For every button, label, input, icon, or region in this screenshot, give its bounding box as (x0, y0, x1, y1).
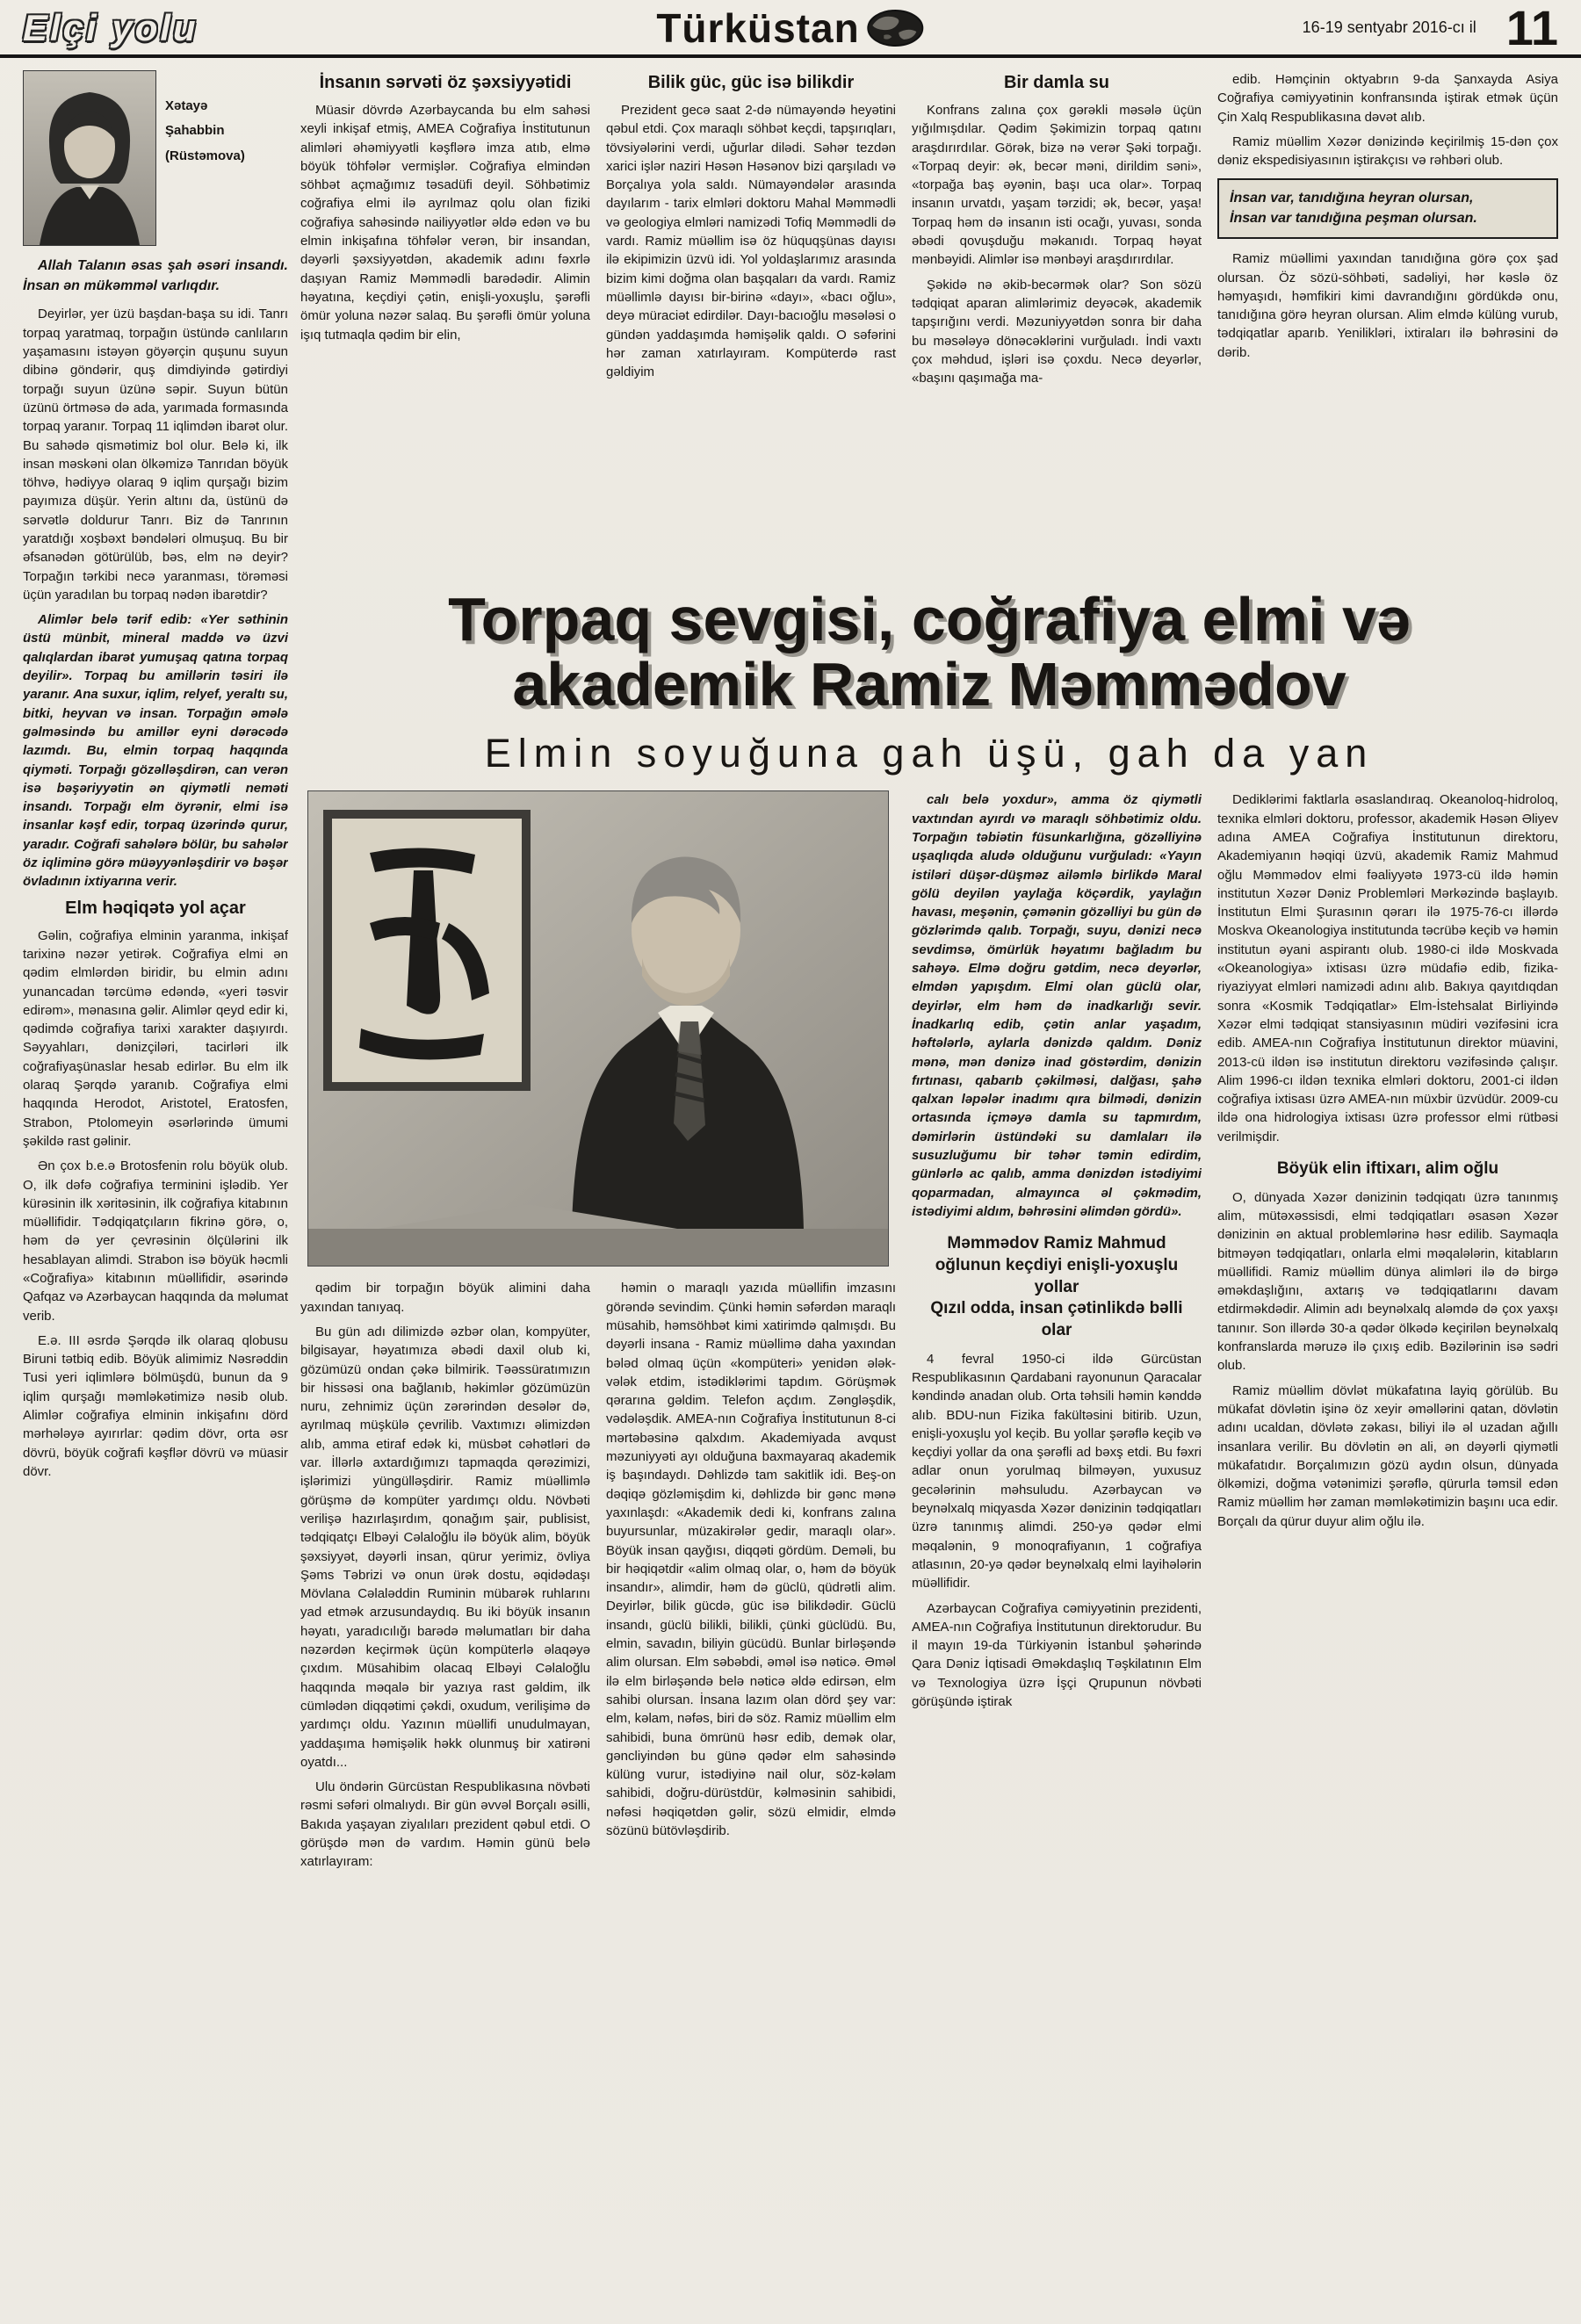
heading-yollar-line1: Məmmədov Ramiz Mahmud oğlunun keçdiyi enişli-yoxuşlu yollar (935, 1234, 1179, 1296)
below-photo-right (606, 1279, 896, 2324)
masthead (0, 0, 1581, 58)
paragraph: Azərbaycan Coğrafiya cəmiyyətinin prezidenti, AMEA-nın Coğrafiya İnstitutunun direktorudur. Bu il mayın 19-da Türkiyənin İstanbul şəhərində Qara Dəniz İqtisadi Əməkdaşlıq Təşkilatının Elm və Texnologiya üzrə İşçi Qrupunun növbəti görüşündə iştirak (912, 1600, 1202, 1709)
paragraph: Deyirlər, yer üzü başdan-başa su idi. Tanrı torpaq yaratmaq, torpağın üstündə canlıların yaşamasını istəyən göyərçin quşunu suyun dibinə göndərir, quş dimdiyində gətirdiyi torpağı suyun üzünə səpir. Suyun bütün üzünü örtməsə də ada, yarımada formasında torpaq yaranır. Torpaq 11 iqlimdən ibarət olur. Bu sahədə qismətimiz bol olur. Belə ki, ilk insan məskəni olan ölkəmizə Tanrıdan böyük töhvə, hədiyyə olaraq 9 iqlim qurşağı bizim payımıza düşür. Yerin altını da, üstünü də sərvətlə doldurur Tanrı. Biz də Tanrının yaratdığı xoşbəxt bəndələri olmuşuq. Bu bir əfsanədən götürülüb, bəs, elm nə deyir? Torpağın tərkibi necə yaranması, törəməsi üçün yaradılan bu torpaq nədən ibarətdir? (23, 307, 288, 603)
paragraph: Müasir dövrdə Azərbaycanda bu elm sahəsi xeyli inkişaf etmiş, AMEA Coğrafiya İnstitutunun alimləri əhəmiyyətli kəşflərə imza atıb, elmə böyük töhfələr vermişlər. Coğrafiya elmindən söhbət açmağımız təsadüfi deyil. Söhbətimiz coğrafiya elmi ilə ayrılmaz qolu olan fiziki coğrafiya sahəsində nailiyyətlər əldə edən və bu elmin inkişafına töhfələr verən, bir insandan, dəyərli şəxsiyyətdən, akademik adını fəxrlə daşıyan Ramiz Məmmədli barədədir. Alimin həyatına, keçdiyi çətin, enişli-yoxuşlu, şərəfli ömür yoluna nəzər salaq. Bu şərəfli ömür yoluna işıq tutmaqla qədim bir elin, (300, 103, 590, 343)
paragraph: Ulu öndərin Gürcüstan Respublikasına növbəti rəsmi səfəri olmalıydı. Bir gün əvvəl Borçalı əsilli, Bakıda yaşayan ziyalıları prezident qəbul etdi. O görüşdə mən də vardım. Həmin günü belə xatırlayıram: (300, 1779, 590, 1870)
section-damla-text (912, 101, 1202, 387)
left-column-text (23, 305, 288, 604)
section-servet (300, 70, 590, 567)
column5-bottom-text (1217, 790, 1558, 1146)
left-column (23, 70, 288, 2324)
paragraph: İnsan var tanıdığına peşman olursan. (1230, 210, 1477, 226)
section-heading-elm-heqiqete: Elm həqiqətə yol açar (65, 898, 246, 918)
photo-area (300, 790, 896, 2324)
right-column-top-text-2 (1217, 249, 1558, 362)
paragraph: O, dünyada Xəzər dənizinin tədqiqatı üzrə tanınmış alim, mütəxəssisdi, elmi tədqiqatları əsasən Xəzər dənizinin ən aktual problemlərinə həsr edilib. Saymaqla bitməyən tədqiqatları, onlarla elmi məqalələrin, kitabların müəllifidi. Ramiz müəllim dünya alimləri ilə də birgə əməkdaşlığını, axtarış və tədqiqatlarını davam etdirməkdədir. Alimin adı beynəlxalq aləmdə də çox yaxşı tanınır. Son illərdə 30-a qədər ölkədə keçirilən beynəlxalq konfranslarda məruzə ilə çıxış edib. Bəzilərinin isə sədri olub. (1217, 1189, 1558, 1374)
section-bilik-text (606, 101, 896, 381)
paragraph: Xətayə (165, 98, 208, 113)
newspaper-title: Türküstan (656, 5, 860, 51)
paragraph: Konfrans zalına çox gərəkli məsələ üçün yığılmışdılar. Qədim Şəkimizin torpaq qatını araşdırırdılar. Görək, bizə nə verər Şəki torpağı. «Torpaq deyir: ək, becər məni, dirildim səni», «torpağa baş əyənin, başı uca olar». Torpaq insanın urvatdı, yaşam tərzidi; ək, becər, yaşa! Torpaq həm də insanın isti ocağı, yuvası, sonda əbədi qovuşduğu məkanıdı. Torpaq həyat mənbəyidi. Alimlər isə mənbəyi araşdırırdılar. (912, 103, 1202, 268)
section-bilik (606, 70, 896, 567)
page-number: 11 (1505, 0, 1558, 56)
below-photo-left (300, 1279, 590, 2324)
author-name (165, 70, 288, 246)
paragraph: Prezident gecə saat 2-də nümayəndə heyətini qəbul etdi. Çox maraqlı söhbət keçdi, tapşırıqları, tövsiyələrini verdi, uğurlar dilədi. Səhər tezdən xarici işlər naziri Həsən Həsənov bizi qarşıladı və Borçalıya yola saldı. Nümayəndələr arasında dayılarım - tarix elmləri doktoru Mahal Məmmədli və geologiya elmləri namizədi Tofiq Məmmədli də vardı. Ramiz müəllim isə öz hüquqşünas dayısı ilə ekipimizin üzvü idi. Yol yoldaşlarımız arasında bizim kimi doğma olan başqaları da vardı. Ramiz müəllimlə dayısı bir-birinə «dayı», «bacı oğlu», deyə müraciət edirdilər. Dayı-bacıoğlu məsələsi o gündən yaddaşımda həmişəlik qaldı. O səfərini hər zaman xatırlayıram. Kompüterdə rast gəldiyim (606, 103, 896, 380)
author-photo (23, 70, 156, 246)
page-content (0, 58, 1581, 2324)
section-heading-yollar (917, 1233, 1196, 1341)
paragraph: 4 fevral 1950-ci ildə Gürcüstan Respublikasının Qardabani rayonunun Qaracalar kəndində anadan olub. Orta təhsili həmin kənddə alıb. BDU-nun Fizika fakültəsini bitirib. Uzun, enişli-yoxuşlu yol keçib. Bu yollar şərəflə keçib və keçdiyi yollar da ona şərəfli ad bəxş etdi. Bu fəxri adlar onun yorulmaq bilməyən, yuxusuz gecələrinin məhsuludu. Azərbaycan və beynəlxalq miqyasda Xəzər dənizinin tədqiqatları üzrə tanınmış alimdi. 250-yə qədər elmi məqalənin, 9 monoqrafiyanın, 1 coğrafiya atlasının, 20-yə qədər beynəlxalq elmi layihələrin müəllifidir. (912, 1351, 1202, 1591)
lead-quote (23, 256, 288, 296)
paragraph: calı belə yoxdur», amma öz qiymətli vaxtından ayırdı və maraqlı söhbətimiz oldu. Torpağın təbiətin füsunkarlığına, gözəlliyinə uşaqlıqda aludə olduğunu vurğuladı: «Yayın istiləri düşər-düşməz ailəmlə birlikdə Maral gölü deyilən yaylağa köçərdik, yaylağın havası, meşənin, çəmənin gözəlliyi bu gün də gözlərimdə qalıb. Torpağı, suyu, dənizi necə sevdimsə, ömürlük həyatımı bağladım bu sahəyə. Elmə doğru gətdim, necə deyərlər, elmdən yapışdım. Elmi olan güclü olar, deyirlər, elm həm də inadkarlığı sevir. İnadkarlıq edib, çətin anlar yaşadım, həftələrlə, aylarla dənizdə qaldım. Dəniz mənə, mən dənizə inad göstərdim, dənizin fırtınası, qabarıb çəkilməsi, dalğası, şahə qalxan ləpələr inadımı qıra bilmədi, dənizin ortasında içməyə damla su tapmırdım, dəmirlərin üstündəki su damlaları ilə susuzluğumu bir təhər təmin edirdim, günlərlə ac qalıb, amma dənizdən istədiyimi qoparmadan, almayınca əl çəkmədim, istədiyimi aldım, bəhrəsini əlimdən gördü». (912, 792, 1202, 1219)
section-servet-text (300, 101, 590, 344)
academic-quote-text (912, 790, 1202, 1221)
article-subheadline: Elmin soyuğuna gah üşü, gah da yan (484, 731, 1375, 776)
left-column-text-2 (23, 927, 288, 1482)
academic-photo (307, 790, 889, 1267)
paragraph: E.ə. III əsrdə Şərqdə ilk olaraq qlobusu Biruni tətbiq edib. Böyük alimimiz Nəsrəddin Tusi yeri iqlimlərə bölmüşdü, bunun da 9 iqlim qurşağı məmləkətimizə nəsib olub. Alimlər coğrafiya elminin inkişafını dörd mərhələyə ayırırlar: qədim dövr, orta əsr dövrü, böyük coğrafi kəşflər dövrü və müasir dövr. (23, 1332, 288, 1479)
paragraph: Ramiz müəllim dövlət mükafatına layiq görülüb. Bu mükafat dövlətin işinə öz xeyir əməllərini qatan, dövlətin adını ucaldan, dövlətə zəkası, biliyi ilə əl uzadan ağıllı insanlara verilir. Bu dövlətin ən ali, ən dəyərli qiymətli mükafatıdır. Borçalımızın gözü aydın olsun, dünyada ölkəmizi, doğma vətənimizi şərəflə, qürurla təmsil edən Ramiz müəllim hər zaman məmləkətimizin başını uca edir. Borçalı da qürur duyur alim oğlu ilə. (1217, 1382, 1558, 1529)
right-column-top-text (1217, 70, 1558, 170)
column4-bottom-text (912, 1350, 1202, 1712)
heading-yollar-line2: Qızıl odda, insan çətinlikdə bəlli olar (930, 1299, 1183, 1339)
below-photo-columns (300, 1279, 896, 2324)
paragraph: qədim bir torpağın böyük alimini daha yaxından tanıyaq. (300, 1281, 590, 1315)
paragraph: Ən çox b.e.ə Brotosfenin rolu böyük olub. O, ilk dəfə coğrafiya terminini işlədib. Yer kürəsinin ilk xəritəsinin, ilk coğrafiya kitabının müəllifidir. Tədqiqatçıların fikrinə görə, o, həm də yer çevrəsinin ölçülərini ilk hesablayan alimdi. Strabon isə böyük həcmli «Coğrafiya» kitabının müəllifidir, əsərində Qafqaz və Azərbaycan haqqında da məlumat verib. (23, 1158, 288, 1324)
section-heading-servet: İnsanın sərvəti öz şəxsiyyətidi (319, 73, 572, 92)
paragraph: Dediklərimi faktlarla əsaslandıraq. Okeanoloq-hidroloq, texnika elmləri doktoru, professor, akademik Həsən Əliyev adına AMEA Coğrafiya İnstitutunun direktoru, Akademiyanın həqiqi üzvü, akademik Ramiz Mahmud oğlu Məmmədov elmi fəaliyyətə 1973-cü ildə həmin institutun Xəzər Dəniz Problemləri Mərkəzində başlayıb. İnstitutun Elmi Şurasının qərarı ilə 1975-76-cı illərdə Moskva Okeanologiya institutunda təcrübə keçib və həmin institutun əyani aspirantı olub. 1980-ci ildə Moskvada «Okeanologiya» ixtisası üzrə müdafiə edib, fizika-riyaziyyat elmləri namizədi adını alıb. Bakıya qayıtdıqdan sonra «Kosmik Tədqiqatlar» Elm-İstehsalat Birliyində Xəzər elmi tədqiqat stansiyasının müdiri vəzifəsini icra edib. AMEA-nın Coğrafiya İnstitutunun direktor müavini, 2013-cü ildən isə institutun direktoru vəzifəsində çalışır. Alim 1996-cı ildən texnika elmləri doktoru, 2001-ci ildən coğrafiya ixtisası üzrə AMEA-nın müxbir üzvüdür. 2009-cu ildə ona hidrologiya ixtisası üzrə professor elmi rütbəsi verilmişdir. (1217, 792, 1558, 1144)
bottom-strip (300, 790, 1558, 2324)
column5-bottom-text-2 (1217, 1188, 1558, 1531)
column5-bottom (1217, 790, 1558, 2324)
section-heading-iftixar: Böyük elin iftixarı, alim oğlu (1276, 1159, 1499, 1179)
paragraph: Gəlin, coğrafiya elminin yaranma, inkişaf tarixinə nəzər yetirək. Coğrafiya elmi ən qədim elmlərdən biridir, bu elmin adını yunancadan tərcümə edəndə, «yeri təsvir edirəm», mənasına gəlir. Alimlər qeyd edir ki, qədimdə coğrafiya tarixi xarakter daşıyırdı. Səyyahları, dənizçiləri, tacirləri ilk coğrafiyaşünaslar hesab edirlər. Bu elm ilk olaraq Şərqdə yaranıb. Coğrafiya elmi haqqında Herodot, Aristotel, Eratosfen, Strabon, Ptolomeyin əsərlərində ümumi şəkildə rast gəlinir. (23, 927, 288, 1149)
headline-block (300, 567, 1558, 782)
right-column-top (1217, 70, 1558, 567)
paragraph: edib. Həmçinin oktyabrın 9-da Şanxayda Asiya Coğrafiya cəmiyyətinin konfransında iştirak etmək üçün Çin Xalq Respublikasına dəvət alıb. (1217, 72, 1558, 125)
author-block (23, 70, 288, 246)
section-heading-bilik: Bilik güc, güc isə bilikdir (647, 73, 855, 92)
masthead-right (1302, 0, 1558, 56)
paragraph: Şəkidə nə əkib-becərmək olar? Son sözü tədqiqat aparan alimlərimiz deyəcək, akademik tapşırığını verdi. Məzuniyyətdən sonra bir daha bu məsələyə dönəcəklərini vurğuladı. İndi vaxtı çox məhdud, işləri isə çoxdu. Necə deyərlər, «başını qaşımağa ma- (912, 277, 1202, 386)
globe-icon (867, 9, 925, 47)
paragraph: İnsan var, tanıdığına heyran olursan, (1230, 191, 1474, 206)
paragraph: Şahabbin (165, 123, 225, 139)
newspaper-title-block (656, 4, 924, 52)
article-headline: Torpaq sevgisi, coğrafiya elmi və akademik Ramiz Məmmədov (448, 585, 1411, 719)
paragraph: (Rüstəmova) (165, 148, 245, 163)
section-heading-damla: Bir damla su (1003, 73, 1110, 92)
left-column-emphasis (23, 610, 288, 891)
paragraph: Ramiz müəllim Xəzər dənizində keçirilmiş 15-dən çox dəniz ekspedisiyasının iştirakçısı və rəhbəri olub. (1217, 134, 1558, 169)
section-damla (912, 70, 1202, 567)
paragraph: həmin o maraqlı yazıda müəllifin imzasını görəndə sevindim. Çünki həmin səfərdən maraqlı müsahib, həmsöhbət kimi xatirimdə qalmışdı. Bu dəyərli insana - Ramiz müəllimə daha yaxından bələd olmaq üçün «kompüteri» yenidən ələk-vələk etdim, istədiklərimi tapdım. Görüşmək qərarına gəldim. Telefon açdım. Zəngləşdik, vədələşdik. AMEA-nın Coğrafiya İnstitutunun 8-ci mərtəbəsinə qalxdım. Akademiyada avqust məzuniyyəti ayı olduğuna baxmayaraq akademik iş başındaydı. Dəhlizdə tam sakitlik idi. Beş-on dəqiqə gözləmişdim ki, dəhlizdə bir gənc mənə yaxınlaşdı: «Akademik dedi ki, konfrans zalına buyursunlar, müzakirələr gedir, maraqlı olar». Böyük insan qayğısı, diqqəti gördüm. Deməli, bu bir həqiqətdir «alim olmaq olar, o, həm də böyük insandır», alimdir, həm də güclü, qüdrətli alim. Deyirlər, bilik gücdə, güc isə bilikdədir. Güclü insandı, güclü bilikli, bilikli, çünki güclüdü. Bu, elmin, savadın, biliyin gücüdü. Bunlar birləşəndə alim olursan. Elm səbəbdi, əməl isə nəticə. Əməl ilə elm birləşəndə belə nəticə əldə edirsən, elm sahibi olursan. İnsana lazım olan dörd şey var: elm, kəlam, nəfəs, biri də söz. Ramiz müəllim elm sahibidi, buna ömrünü həsr edib, demək olar, gəncliyindən bu günə qədər elm sahəsində külüng vurur, istədiyinə nail olur, söz-kəlam sahibidi, doğru-dürüstdür, kəlməsinin sahibidi, nəfəsi həqiqətdən gəlir, sözü elmidir, elmdə sözünü bütövləşdirib. (606, 1281, 896, 1838)
main-area (300, 70, 1558, 2324)
issue-date: 16-19 sentyabr 2016-cı il (1302, 18, 1476, 37)
column4-bottom (912, 790, 1202, 2324)
paragraph: Alimlər belə tərif edib: «Yer səthinin üstü münbit, mineral maddə və üzvi qalıqlardan ibarət yumuşaq qatına torpaq deyilir». Torpaq bu amillərin təsiri ilə yaranır. Ana suxur, iqlim, relyef, yeraltı su, bitki, heyvan və insan. Torpağın əmələ gəlməsində bu amillər eyni dərəcədə lazımdı. Bu, elmin torpaq haqqında qiyməti. Torpağı gözəlləşdirən, can verən isə bəşəriyyətin ən qiymətli neməti insandı. Torpağı elm öyrənir, elmi isə insanlar kəşf edir, torpaq üzərində qurur, yaradır. Coğrafi sahələrə bölür, bu sahələr öz iqliminə görə müəyyənləşdirir və bəşər övladının ixtiyarına verir. (23, 612, 288, 890)
paragraph: Bu gün adı dilimizdə əzbər olan, kompyüter, bilgisayar, həyatımıza əbədi daxil olub ki, gözümüzü ondan çəkə bilmirik. Təəssüratımızın bir hissəsi ona bağlanıb, həkimlər gözümüzün nuru, zehnimiz üçün zərərindən desələr də, ayrılmaq müşkülə çevrilib. Vaxtımızı əlimizdən alıb, amma etiraf edək ki, müsbət cəhətləri də var. İllərlə axtardığımızı tapmaqda qərəzimizi, işlərimizi yüngülləşdirir. Ramiz müəllimlə görüşmə də kompüter yardımçı oldu. Növbəti verilişə hazırlaşırdım, qonağım şair, publisist, tədqiqatçı Elbəyi Cəlaloğlu ilə böyük alim, böyük şəxsiyyət, dəyərli insan, qürur yerimiz, övliya Şəms Təbrizi və onun ürək dostu, əqidədaşı Mövlana Cəlaləddin Ruminin mübarək ruhlarını yad etmək arzusundaydıq. Bu iki böyük insanın həyatı, yaradıcılığı barədə məlumatları bir daha nəzərdən keçirmək üçün kompüterlə əlaqəyə çıxdım. Müsahibim olacaq Elbəyi Cəlaloğlu haqqında məqalə bir yazıya rast gəldim, ilk cümlədən diqqətimi çəkdi, oxudum, verilişimə də yardımçı oldu. Yazının müəllifi unudulmayan, yaddaşıma həmişəlik həkk olunmuş bir xatirəni oyatdı... (300, 1324, 590, 1770)
pull-quote-box (1217, 178, 1558, 239)
column-logo: Elçi yolu (23, 7, 199, 48)
top-strip (300, 70, 1558, 567)
paragraph: Ramiz müəllimi yaxından tanıdığına görə çox şad olursan. Öz sözü-söhbəti, sadəliyi, hər kəslə öz həmyaşıdı, həmfikiri kimi davrandığını gördükdə onu, tanıdığına görə heyran olursan. Alim elmdə külüng vurub, tədqiqatlar aparıb. Yenilikləri, ixtiraları ilə bəhrəsini də dərib. (1217, 251, 1558, 360)
paragraph: Allah Talanın əsas şah əsəri insandı. İnsan ən mükəmməl varlıqdır. (23, 258, 288, 293)
